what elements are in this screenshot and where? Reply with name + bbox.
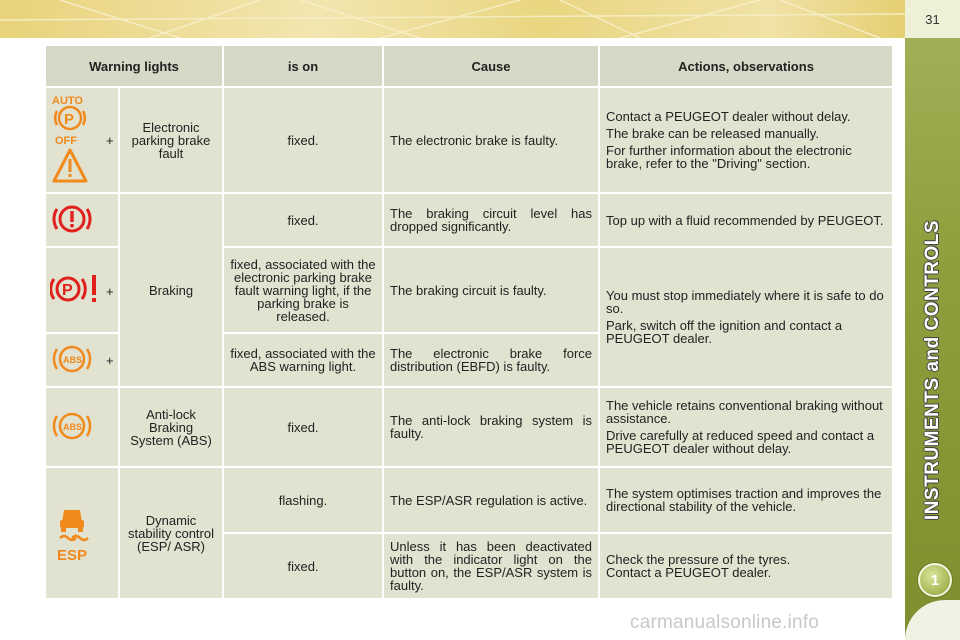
table-row [45,193,893,247]
header-warning-lights: Warning lights [45,45,223,87]
abs-warning-icon [52,339,96,379]
abs-label: ABS [63,355,83,365]
plus-sign: + [106,353,114,368]
cause-text: The braking circuit is faulty. [383,247,599,333]
auto-p-off-warning-icon [50,93,94,185]
warning-name: Electronic parking brake fault [119,87,223,193]
esp-warning-icon [52,500,96,564]
icon-cell-abs-ebfd [45,333,119,387]
actions-text: Check the pressure of the tyres. Contact a PEUGEOT dealer. [599,533,893,599]
is-on-state: fixed. [223,193,383,247]
parking-brake-warning-icon [50,269,106,309]
warning-name-esp: Dynamic stability control (ESP/ ASR) [119,467,223,599]
cause-text: The electronic brake is faulty. [383,87,599,193]
chapter-badge: 1 [918,563,952,597]
header-actions: Actions, observations [599,45,893,87]
cause-text: The anti-lock braking system is faulty. [383,387,599,467]
is-on-state: fixed. [223,387,383,467]
is-on-state: fixed. [223,87,383,193]
cause-text: The electronic brake force distribution (EBFD) is faulty. [383,333,599,387]
is-on-state: fixed. [223,533,383,599]
table-row [45,87,893,193]
cause-text: The ESP/ASR regulation is active. [383,467,599,533]
table-row [45,467,893,533]
esp-label: ESP [57,547,88,564]
icon-cell-esp [45,467,119,599]
actions-text: Top up with a fluid recommended by PEUGEOT. [599,193,893,247]
page-number: 31 [905,0,960,38]
actions-text: The system optimises traction and improves the directional stability of the vehicle. [599,467,893,533]
off-label: OFF [55,135,77,147]
icon-cell-parking-fault [45,87,119,193]
header-is-on: is on [223,45,383,87]
cause-text: Unless it has been deactivated with the indicator light on the button on, the ESP/ASR system is faulty. [383,533,599,599]
plus-sign: + [106,284,114,299]
is-on-state: flashing. [223,467,383,533]
plus-sign: + [106,133,114,148]
auto-label: AUTO [52,95,83,107]
actions-text: The vehicle retains conventional braking without assistance. Drive carefully at reduced speed and contact a PEUGEOT dealer without delay. [599,387,893,467]
brake-warning-icon [52,199,96,239]
warning-name-braking: Braking [119,193,223,387]
header-cause: Cause [383,45,599,87]
abs-warning-icon [52,406,96,446]
cause-text: The braking circuit level has dropped significantly. [383,193,599,247]
warning-name: Anti-lock Braking System (ABS) [119,387,223,467]
abs-label: ABS [63,422,83,432]
is-on-state: fixed, associated with the ABS warning light. [223,333,383,387]
svg-text:P: P [62,282,73,299]
table-row [45,387,893,467]
is-on-state: fixed, associated with the electronic parking brake fault warning light, if the parking brake is released. [223,247,383,333]
header-band [0,0,905,38]
icon-cell-abs [45,387,119,467]
chapter-title: INSTRUMENTS and CONTROLS [922,219,943,521]
svg-text:P: P [64,111,75,128]
actions-text: You must stop immediately where it is safe to do so. Park, switch off the ignition and contact a PEUGEOT dealer. [599,247,893,387]
actions-text: Contact a PEUGEOT dealer without delay. The brake can be released manually. For further information about the electronic brake, refer to the "Driving" section. [599,87,893,193]
icon-cell-brake-fluid [45,193,119,247]
watermark: carmanualsonline.info [630,612,820,633]
table-header-row [45,45,893,87]
icon-cell-parking-brake [45,247,119,333]
header-pattern [0,0,905,38]
warning-lights-table [44,44,894,600]
